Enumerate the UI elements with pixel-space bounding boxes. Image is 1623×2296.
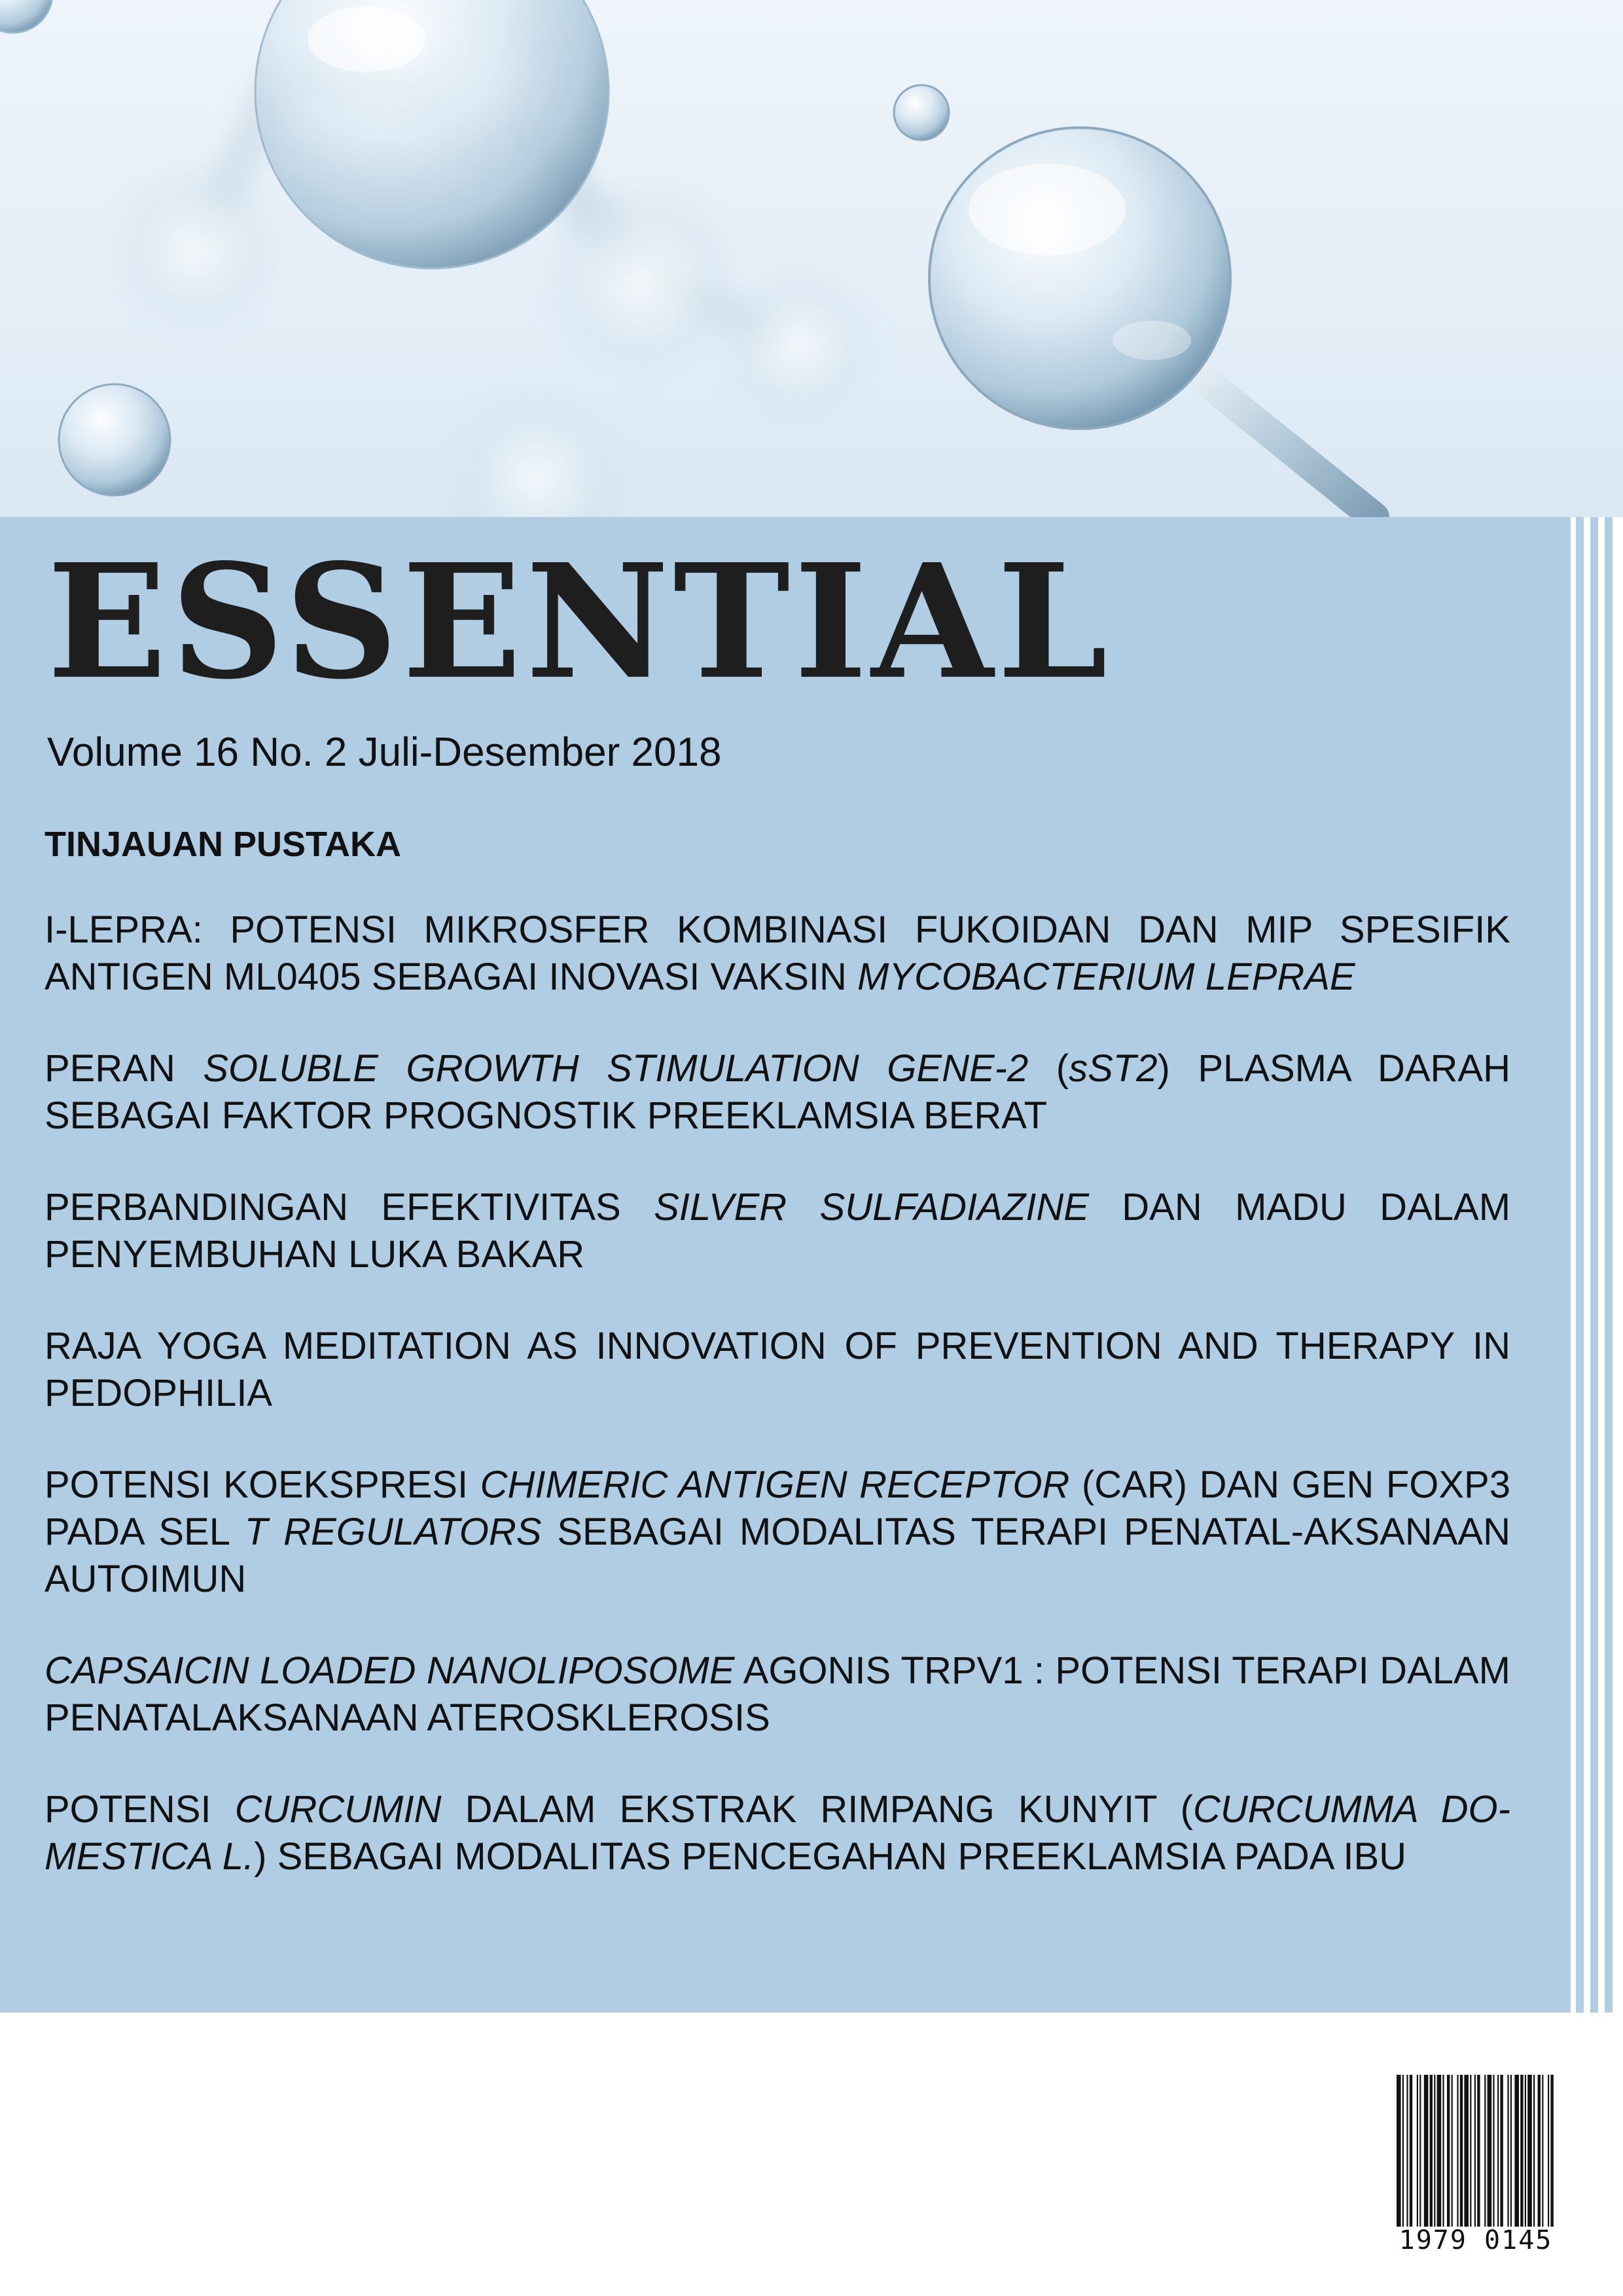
barcode-bar <box>1470 2075 1471 2227</box>
barcode-number: 1979 0145 <box>1399 2225 1553 2255</box>
barcode-bar <box>1514 2075 1519 2227</box>
barcode-bar <box>1434 2075 1435 2227</box>
barcode-bars <box>1394 2075 1558 2227</box>
article-title <box>45 1786 1510 1880</box>
article-title-segment: SEBAGAI MODALITAS TERAPI PENATAL-AKSANAAN AUTOIMUN <box>45 1511 1510 1600</box>
barcode-bar <box>1430 2075 1433 2227</box>
barcode-bar <box>1533 2075 1535 2227</box>
article-title-italic-segment: CHIMERIC ANTIGEN RECEPTOR <box>480 1463 1070 1506</box>
barcode-bar <box>1419 2075 1421 2227</box>
article-list <box>45 906 1510 1925</box>
article-title-segment: PERAN <box>45 1047 204 1090</box>
article-title-segment: POTENSI KOEKSPRESI <box>45 1463 480 1506</box>
barcode-bar <box>1474 2075 1476 2227</box>
barcode-bar <box>1484 2075 1486 2227</box>
decorative-stripe <box>1590 517 1598 2013</box>
article-title-italic-segment: SOLUBLE GROWTH STIMULATION GENE-2 <box>203 1047 1029 1090</box>
barcode-bar <box>1525 2075 1526 2227</box>
article-title-segment: ) PLASMA DARAH SEBAGAI FAKTOR PROGNOSTIK PREEKLAMSIA BERAT <box>45 1047 1510 1137</box>
barcode-bar <box>1406 2075 1408 2227</box>
article-title <box>45 906 1510 1001</box>
article-title-segment: DALAM EKSTRAK RIMPANG KUNYIT ( <box>441 1788 1193 1831</box>
article-title-segment: (CAR) DAN GEN FOXP3 PADA SEL <box>45 1463 1510 1553</box>
barcode-bar <box>1542 2075 1543 2227</box>
barcode-bar <box>1402 2075 1404 2227</box>
article-title <box>45 1647 1510 1742</box>
article-title <box>45 1045 1510 1139</box>
barcode-bar <box>1550 2075 1553 2227</box>
section-heading: TINJAUAN PUSTAKA <box>45 825 402 864</box>
article-title-segment: POTENSI <box>45 1788 235 1831</box>
molecule-bubbles-illustration <box>0 0 1623 517</box>
barcode-bar <box>1397 2075 1401 2227</box>
volume-issue-line: Volume 16 No. 2 Juli-Desember 2018 <box>47 730 722 775</box>
barcode-bar <box>1424 2075 1429 2227</box>
article-title-italic-segment: CAPSAICIN LOADED NANOLIPOSOME <box>45 1649 735 1692</box>
barcode-bar <box>1497 2075 1499 2227</box>
article-title-segment: PERBANDINGAN EFEKTIVITAS <box>45 1186 654 1229</box>
barcode-bar <box>1510 2075 1512 2227</box>
barcode-bar <box>1493 2075 1494 2227</box>
article-title-italic-segment: CURCUMIN <box>234 1788 442 1831</box>
barcode-bar <box>1417 2075 1418 2227</box>
article-title-italic-segment: T REGULATORS <box>244 1511 542 1553</box>
article-title-italic-segment: sST2 <box>1069 1047 1158 1090</box>
article-title <box>45 1462 1510 1603</box>
barcode <box>1394 2075 1558 2265</box>
barcode-bar <box>1437 2075 1442 2227</box>
barcode-bar <box>1527 2075 1532 2227</box>
article-title-italic-segment: MYCOBACTERIUM LEPRAE <box>857 956 1355 998</box>
article-title-segment: DAN MADU DALAM PENYEMBUHAN LUKA BAKAR <box>45 1186 1511 1276</box>
barcode-bar <box>1538 2075 1541 2227</box>
barcode-bar <box>1500 2075 1503 2227</box>
article-title-segment: ) SEBAGAI MODALITAS PENCEGAHAN PREEKLAMSIA PADA IBU <box>254 1835 1407 1878</box>
barcode-bar <box>1464 2075 1469 2227</box>
article-title-segment: ( <box>1028 1047 1069 1090</box>
barcode-bar <box>1520 2075 1523 2227</box>
barcode-bar <box>1447 2075 1450 2227</box>
article-title-italic-segment: CURCUMMA DO-MESTICA L. <box>45 1788 1510 1878</box>
cover-header-illustration <box>0 0 1623 517</box>
barcode-bar <box>1442 2075 1444 2227</box>
barcode-bar <box>1488 2075 1492 2227</box>
barcode-bar <box>1457 2075 1458 2227</box>
article-title-segment: RAJA YOGA MEDITATION AS INNOVATION OF PREVENTION AND THERAPY IN PEDOPHILIA <box>45 1325 1510 1414</box>
decorative-stripe <box>1576 517 1584 2013</box>
decorative-stripe <box>1605 517 1613 2013</box>
article-title <box>45 1323 1510 1417</box>
article-title-italic-segment: SILVER SULFADIAZINE <box>654 1186 1089 1229</box>
article-title-segment: I-LEPRA: POTENSI MIKROSFER KOMBINASI FUKOIDAN DAN MIP SPESIFIK ANTIGEN ML0405 SEBAGAI INOVASI VAKSIN <box>45 908 1510 998</box>
barcode-bar <box>1477 2075 1480 2227</box>
journal-title: ESSENTIAL <box>47 529 1112 714</box>
barcode-bar <box>1452 2075 1453 2227</box>
barcode-bar <box>1460 2075 1463 2227</box>
article-title <box>45 1184 1510 1278</box>
barcode-bar <box>1507 2075 1508 2227</box>
article-title-segment: AGONIS TRPV1 : POTENSI TERAPI DALAM PENATALAKSANAAN ATEROSKLEROSIS <box>45 1649 1510 1739</box>
barcode-bar <box>1548 2075 1549 2227</box>
barcode-bar <box>1410 2075 1412 2227</box>
